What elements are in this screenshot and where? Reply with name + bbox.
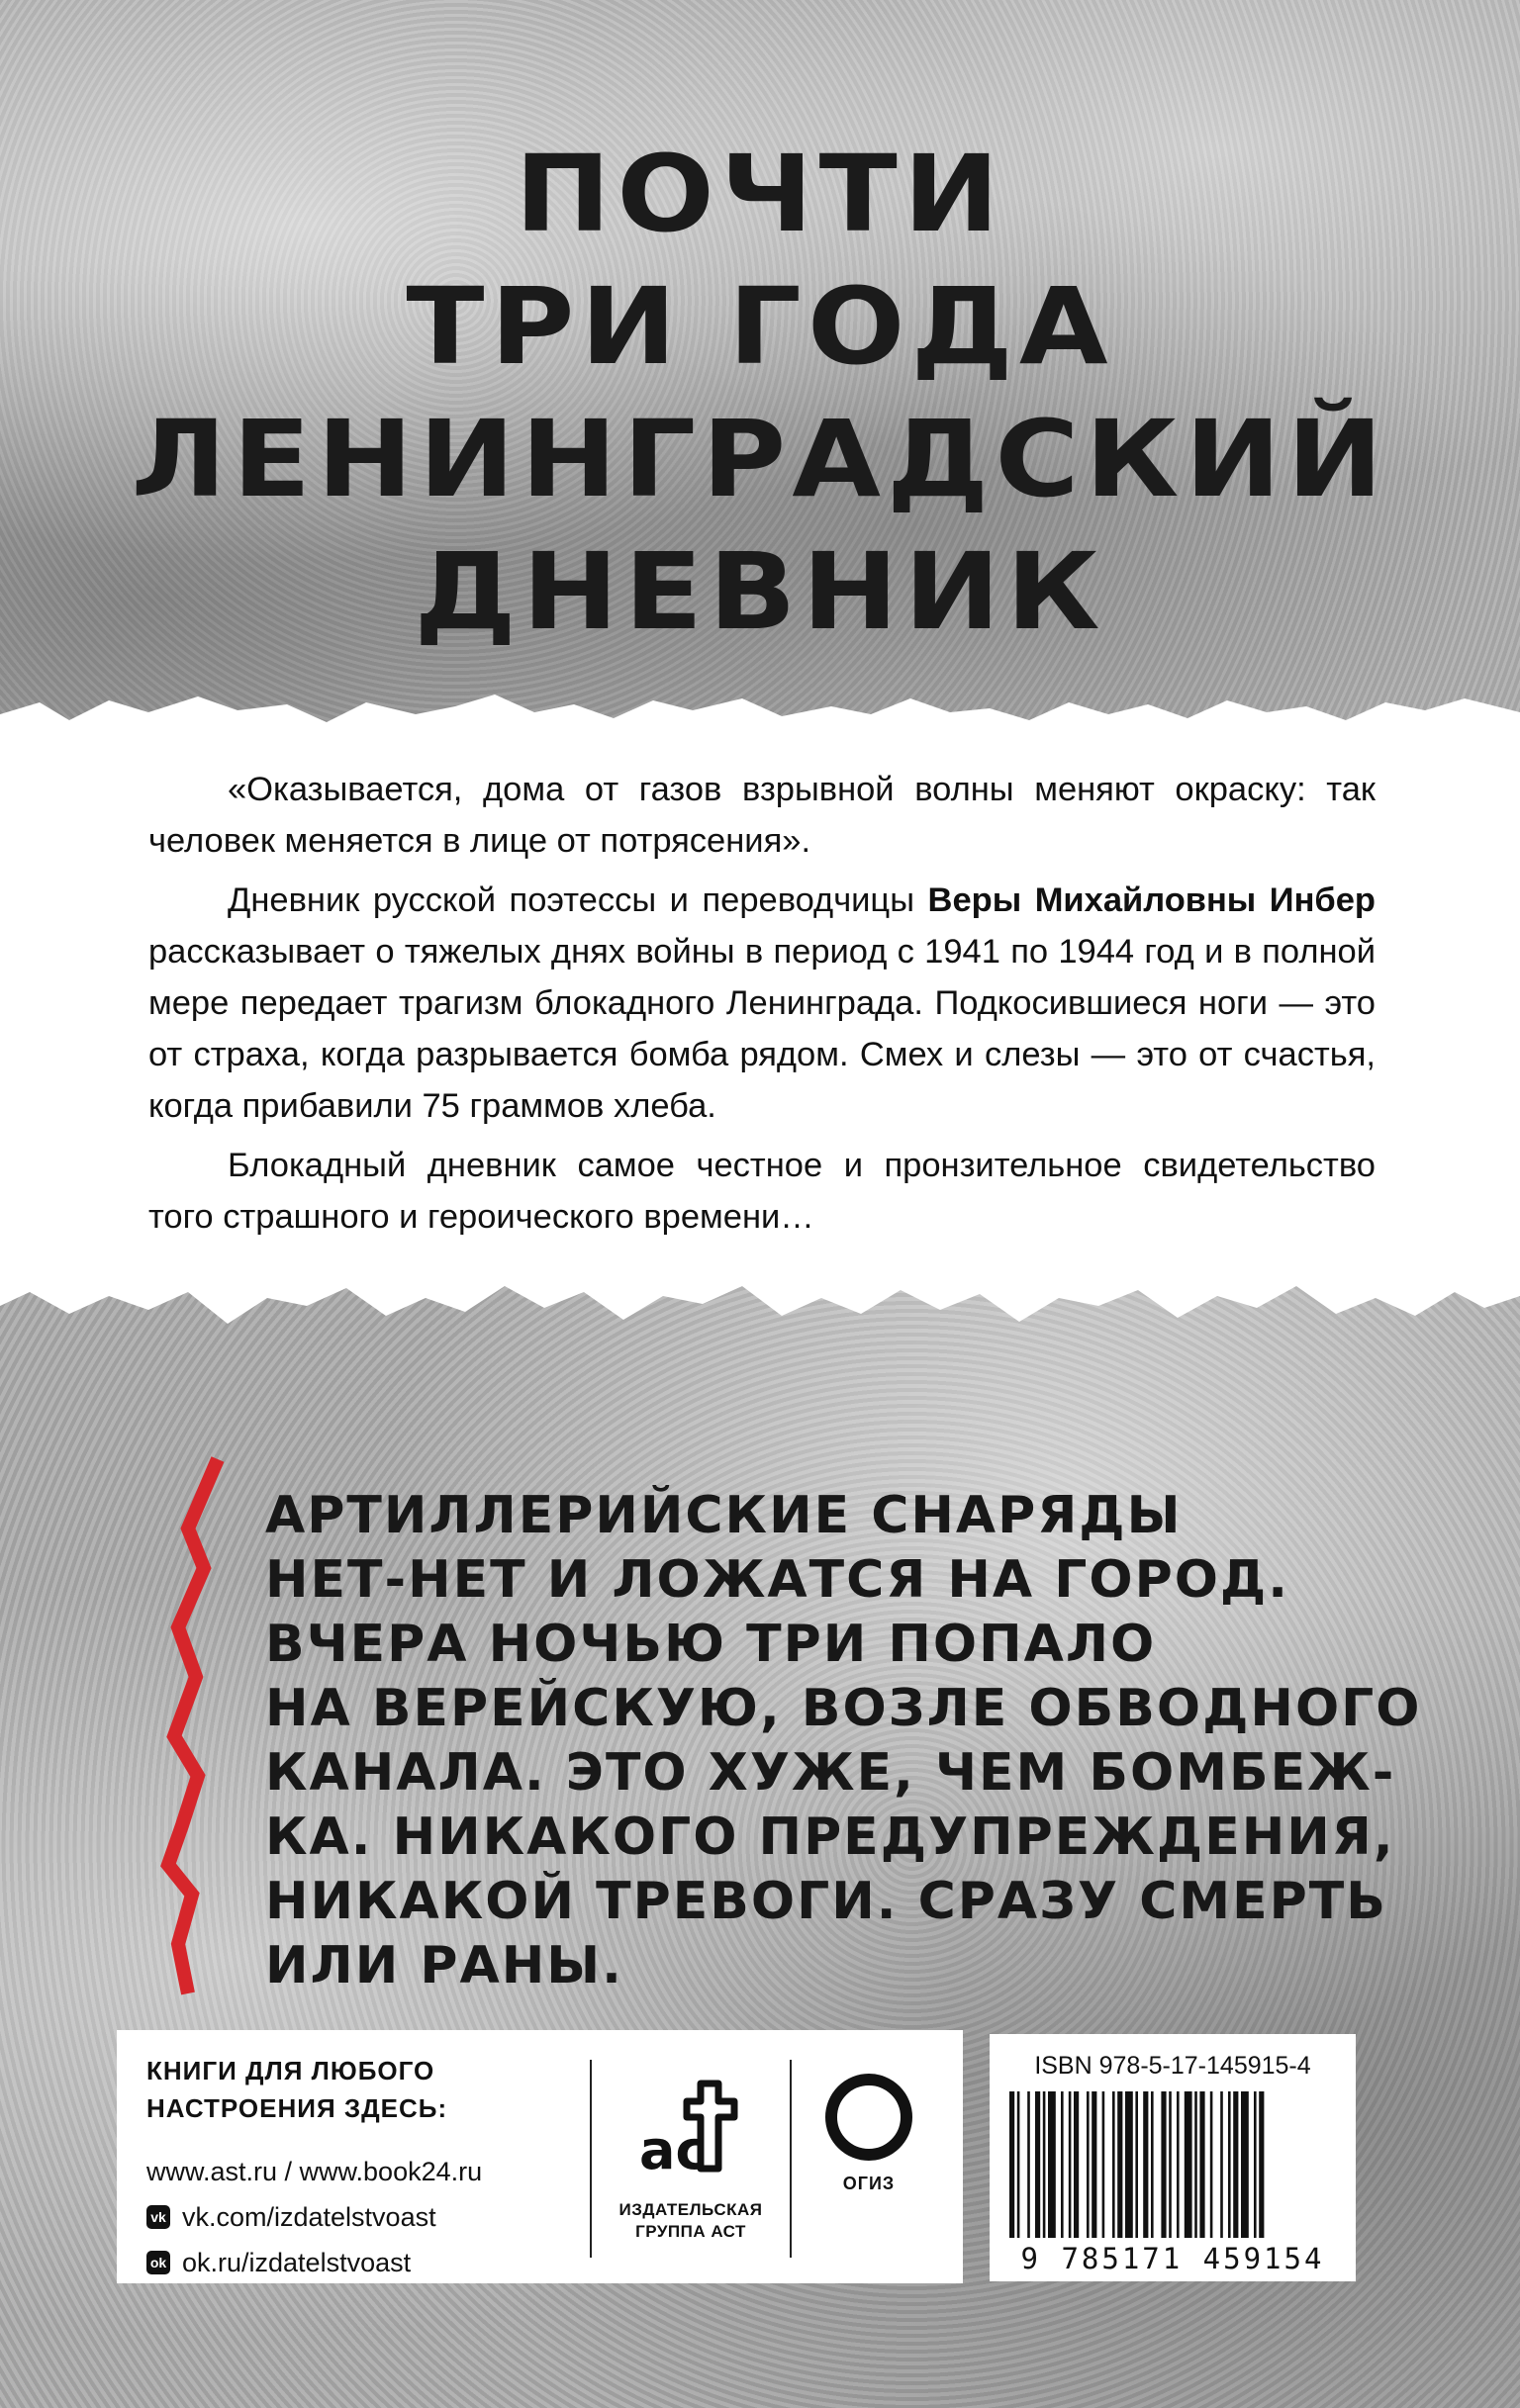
quote-line: НИКАКОЙ ТРЕВОГИ. СРАЗУ СМЕРТЬ — [265, 1872, 1387, 1931]
barcode-bar — [1161, 2091, 1166, 2238]
annotation-text-part: рассказывает о тяжелых днях войны в период с 1941 по 1944 год и в полной мере передает трагизм блокадного Ленинграда. Подкосившиеся ноги — это от страха, когда разрывается бомба рядом. Смех и слезы — это от счастья, когда прибавили 75 граммов хлеба. — [148, 933, 1376, 1125]
ogiz-ring-icon — [821, 2070, 916, 2165]
barcode-bar — [1009, 2091, 1014, 2238]
barcode-bar — [1087, 2091, 1090, 2238]
quote-line: ИЛИ РАНЫ. — [265, 1936, 623, 1995]
ast-caption-line-1: ИЗДАТЕЛЬСКАЯ — [618, 2200, 763, 2219]
annotation-text — [148, 764, 1376, 1250]
barcode-bar — [1228, 2091, 1231, 2238]
odnoklassniki-icon: ok — [146, 2251, 170, 2274]
ast-logo-icon — [631, 2070, 750, 2188]
annotation-paragraph — [148, 875, 1376, 1132]
promo-line-2: НАСТРОЕНИЯ ЗДЕСЬ: — [146, 2093, 448, 2123]
divider — [790, 2060, 792, 2258]
barcode-bar — [1151, 2091, 1154, 2238]
ast-logo-letters: ас — [639, 2119, 708, 2181]
ogiz-logo — [800, 2070, 938, 2194]
barcode-bar — [1199, 2091, 1204, 2238]
quote-line: КАНАЛА. ЭТО ХУЖЕ, ЧЕМ БОМБЕЖ- — [265, 1743, 1396, 1803]
vk-icon: vk — [146, 2205, 170, 2229]
quote-line: НА ВЕРЕЙСКУЮ, ВОЗЛЕ ОБВОДНОГО — [265, 1679, 1422, 1738]
ast-caption-line-2: ГРУППА АСТ — [635, 2222, 746, 2241]
barcode-bar — [1169, 2091, 1172, 2238]
title-line-2: ТРИ ГОДА — [406, 265, 1114, 389]
book-title — [0, 129, 1520, 659]
barcode-bar — [1259, 2091, 1264, 2238]
barcode-bar — [1061, 2091, 1064, 2238]
red-crack-bar — [148, 1449, 228, 2003]
barcode-bar — [1210, 2091, 1213, 2238]
barcode-bar — [1194, 2091, 1197, 2238]
barcode-bar — [1241, 2091, 1249, 2238]
quote-line: КА. НИКАКОГО ПРЕДУПРЕЖДЕНИЯ, — [265, 1807, 1395, 1867]
barcode-bar — [1069, 2091, 1072, 2238]
barcode-icon — [990, 2034, 1356, 2242]
barcode-bar — [1017, 2091, 1020, 2238]
barcode-bar — [1043, 2091, 1046, 2238]
quote-line: ВЧЕРА НОЧЬЮ ТРИ ПОПАЛО — [265, 1615, 1157, 1674]
barcode-bar — [1135, 2091, 1138, 2238]
publisher-links — [146, 2149, 482, 2285]
publisher-info-box — [117, 2030, 963, 2283]
barcode-bar — [1177, 2091, 1180, 2238]
vk-link-text: vk.com/izdatelstvoast — [182, 2202, 436, 2232]
divider — [590, 2060, 592, 2258]
title-line-1: ПОЧТИ — [515, 133, 1005, 256]
barcode-bar — [1143, 2091, 1148, 2238]
barcode-bar — [1027, 2091, 1030, 2238]
barcode-bar — [1102, 2091, 1105, 2238]
website-link[interactable]: www.ast.ru / www.book24.ru — [146, 2157, 483, 2186]
title-line-3: ЛЕНИНГРАДСКИЙ — [131, 398, 1389, 521]
barcode-bar — [1125, 2091, 1133, 2238]
ast-caption — [607, 2199, 775, 2243]
title-line-4: ДНЕВНИК — [414, 530, 1106, 654]
barcode-bar — [1112, 2091, 1115, 2238]
barcode-box — [990, 2034, 1356, 2281]
barcode-bar — [1220, 2091, 1223, 2238]
ok-link[interactable] — [146, 2240, 482, 2285]
barcode-digits: 9 785171 459154 — [1020, 2242, 1325, 2275]
ast-publisher-logo — [607, 2070, 775, 2243]
isbn-label: ISBN 978-5-17-145915-4 — [1034, 2052, 1311, 2080]
author-name: Веры Михайловны Инбер — [927, 881, 1377, 919]
ogiz-caption: ОГИЗ — [842, 2174, 896, 2193]
barcode-bar — [1035, 2091, 1040, 2238]
diary-quote — [265, 1484, 1422, 1998]
annotation-text-part: Дневник русской поэтессы и переводчицы — [228, 881, 928, 919]
promo-line-1: КНИГИ ДЛЯ ЛЮБОГО — [146, 2056, 435, 2085]
annotation-closing: Блокадный дневник самое честное и пронзительное свидетельство того страшного и героического времени… — [148, 1147, 1376, 1236]
barcode-bar — [1185, 2091, 1192, 2238]
barcode-bar — [1048, 2091, 1056, 2238]
vk-link[interactable] — [146, 2194, 482, 2240]
ok-link-text: ok.ru/izdatelstvoast — [182, 2248, 412, 2277]
quote-line: АРТИЛЛЕРИЙСКИЕ СНАРЯДЫ — [265, 1486, 1183, 1545]
barcode-bar — [1074, 2091, 1079, 2238]
barcode-bar — [1117, 2091, 1122, 2238]
barcode-bar — [1233, 2091, 1238, 2238]
annotation-quote: «Оказывается, дома от газов взрывной волны меняют окраску: так человек меняется в лице от потрясения». — [148, 771, 1376, 860]
promo-text — [146, 2052, 592, 2127]
barcode-bar — [1092, 2091, 1096, 2238]
barcode-bar — [1254, 2091, 1257, 2238]
quote-line: НЕТ-НЕТ И ЛОЖАТСЯ НА ГОРОД. — [265, 1550, 1289, 1610]
